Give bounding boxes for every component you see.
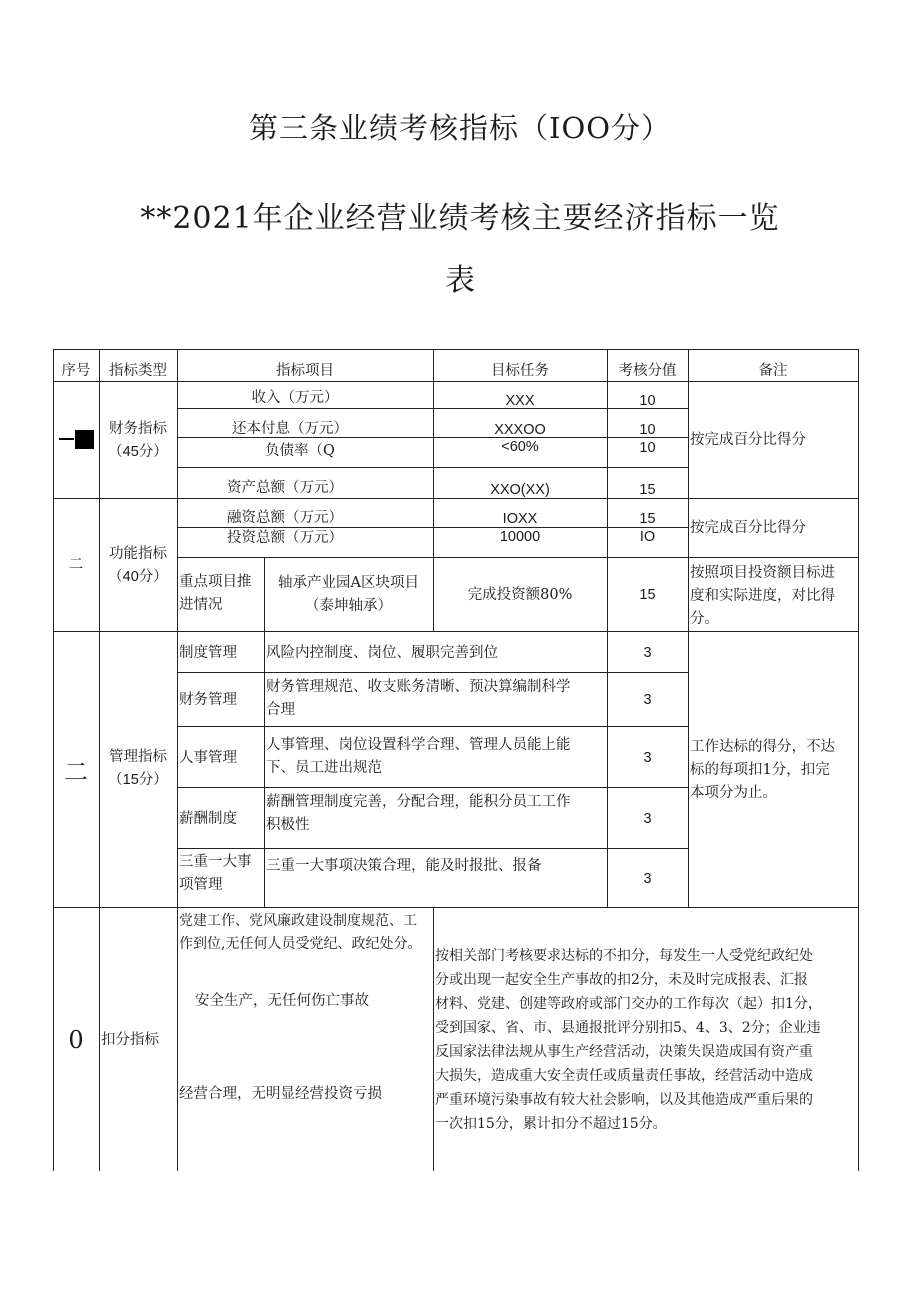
deduction-rule-line: 严重环境污染事故有较大社会影响，以及其他造成严重后果的	[435, 1092, 813, 1108]
finance-note: 按完成百分比得分	[690, 431, 806, 448]
finance-target-debt-ratio: <60%	[501, 438, 539, 455]
finance-score-debt-service: 10	[639, 421, 656, 438]
function-seq: 二	[68, 556, 84, 573]
finance-type	[99, 418, 177, 464]
deduction-rules	[433, 944, 858, 1136]
management-score-finance: 3	[643, 691, 652, 708]
finance-type-label: 财务指标	[109, 421, 167, 437]
finance-type-points: （45分）	[108, 444, 168, 460]
header-type: 指标类型	[109, 362, 167, 379]
function-project-category-line2: 进情况	[179, 597, 223, 613]
function-type-label: 功能指标	[109, 546, 167, 562]
management-desc-finance-line1: 财务管理规范、收支账务清晰、预决算编制科学	[266, 679, 571, 695]
grid-line	[858, 349, 859, 1171]
table-title-line1: **2021年企业经营业绩考核主要经济指标一览	[140, 201, 780, 236]
deduction-rule-line: 一次扣15分，累计扣分不超过15分。	[435, 1116, 667, 1132]
function-type-points: （40分）	[108, 569, 168, 585]
function-project-note-line2: 度和实际进度，对比得	[690, 588, 835, 604]
deduction-type: 扣分指标	[101, 1031, 159, 1048]
function-type	[99, 543, 177, 589]
management-desc-salary	[264, 791, 607, 839]
grid-line	[53, 907, 859, 908]
grid-line	[177, 726, 688, 727]
deduction-rule-line: 材料、党建、创建等政府或部门交办的工作每次（起）扣1分，	[435, 996, 822, 1012]
management-type-label: 管理指标	[109, 749, 167, 765]
deduction-item-operation: 经营合理，无明显经营投资亏损	[179, 1085, 382, 1102]
deduction-item-party-line2: 作到位,无任何人员受党纪、政纪处分。	[179, 936, 422, 952]
finance-score-assets: 15	[639, 481, 656, 498]
deduction-rule-line: 按相关部门考核要求达标的不扣分，每发生一人受党纪政纪处	[435, 948, 813, 964]
deduction-rule-line: 大损失，造成重大安全责任或质量责任事故，经营活动中造成	[435, 1068, 813, 1084]
deduction-rule-line: 反国家法律法规从事生产经营活动，决策失误造成国有资产重	[435, 1044, 813, 1060]
management-desc-salary-line1: 薪酬管理制度完善，分配合理，能积分员工工作	[266, 794, 571, 810]
finance-item-revenue: 收入（万元）	[251, 389, 339, 406]
management-desc-finance	[264, 676, 607, 724]
management-cat-major	[177, 851, 264, 899]
management-desc-salary-line2: 积极性	[266, 817, 310, 833]
document-title: 第三条业绩考核指标（IOO分）	[248, 111, 671, 145]
header-seq: 序号	[61, 362, 91, 379]
management-desc-major: 三重一大事项决策合理，能及时报批、报备	[266, 857, 542, 874]
header-note: 备注	[758, 362, 788, 379]
management-score-system: 3	[643, 644, 652, 661]
function-target-financing: IOXX	[502, 510, 538, 527]
finance-item-debt-ratio: 负债率（Q	[265, 442, 335, 459]
management-cat-hr: 人事管理	[179, 749, 237, 766]
header-score: 考核分值	[618, 362, 677, 379]
finance-item-debt-service: 还本付息（万元）	[232, 420, 348, 437]
management-note-line1: 工作达标的得分，不达	[690, 739, 835, 755]
function-project-note-line1: 按照项目投资额目标进	[690, 565, 835, 581]
function-project-score: 15	[639, 586, 656, 603]
management-score-hr: 3	[643, 749, 652, 766]
management-score-major: 3	[643, 870, 652, 887]
grid-line	[177, 848, 688, 849]
function-item-financing: 融资总额（万元）	[227, 509, 343, 526]
header-target: 目标任务	[491, 362, 549, 379]
function-item-investment: 投资总额（万元）	[227, 529, 343, 546]
grid-line	[53, 349, 859, 350]
finance-target-revenue: XXX	[505, 392, 535, 409]
deduction-item-party	[177, 910, 435, 958]
deduction-rule-line: 受到国家、省、市、县通报批评分别扣5、4、3、2分；企业违	[435, 1020, 821, 1036]
grid-line	[177, 557, 858, 558]
management-type-points: （15分）	[108, 772, 168, 788]
dash-icon	[59, 438, 74, 440]
function-project-category-line1: 重点项目推	[179, 574, 252, 590]
finance-target-debt-service: XXXOO	[494, 421, 546, 438]
table-title-line2: 表	[445, 263, 475, 298]
grid-line	[177, 467, 688, 468]
finance-item-assets: 资产总额（万元）	[227, 479, 343, 496]
management-desc-hr	[264, 734, 607, 782]
function-project-note	[688, 562, 858, 632]
management-cat-system: 制度管理	[179, 644, 237, 661]
finance-target-assets: XXO(XX)	[490, 481, 550, 498]
deduction-seq: 0	[68, 1025, 84, 1054]
function-score-financing: 15	[639, 510, 656, 527]
function-project-note-line3: 分。	[690, 611, 719, 627]
grid-line	[177, 672, 688, 673]
function-score-investment: IO	[639, 528, 656, 545]
function-note-top: 按完成百分比得分	[690, 519, 806, 536]
management-score-salary: 3	[643, 810, 652, 827]
deduction-item-safety: 安全生产，无任何伤亡事故	[195, 992, 369, 1009]
function-project-name	[264, 571, 433, 619]
filled-square-icon	[75, 430, 94, 449]
management-cat-salary: 薪酬制度	[179, 810, 237, 827]
management-desc-hr-line2: 下、员工进出规范	[266, 760, 382, 776]
finance-score-revenue: 10	[639, 392, 656, 409]
function-project-name-line2: （泰坤轴承）	[305, 598, 392, 614]
management-note	[688, 736, 858, 806]
function-project-category	[177, 571, 264, 619]
management-desc-hr-line1: 人事管理、岗位设置科学合理、管理人员能上能	[266, 737, 571, 753]
management-cat-major-line2: 项管理	[179, 877, 223, 893]
management-note-line2: 标的每项扣1分，扣完	[690, 762, 830, 778]
management-cat-major-line1: 三重一大事	[179, 854, 252, 870]
header-item: 指标项目	[276, 362, 334, 379]
function-project-name-line1: 轴承产业园A区块项目	[278, 575, 419, 591]
management-desc-system: 风险内控制度、岗位、履职完善到位	[266, 644, 498, 661]
management-desc-finance-line2: 合理	[266, 702, 295, 718]
finance-seq	[53, 425, 99, 453]
deduction-item-party-line1: 党建工作、党风廉政建设制度规范、工	[179, 913, 417, 929]
management-cat-finance: 财务管理	[179, 691, 237, 708]
deduction-rule-line: 分或出现一起安全生产事故的扣2分，未及时完成报表、汇报	[435, 972, 808, 988]
management-note-line3: 本项分为止。	[690, 785, 777, 801]
function-project-target: 完成投资额80%	[467, 586, 573, 603]
management-seq: 二	[64, 757, 88, 786]
management-type	[99, 746, 177, 792]
grid-line	[177, 787, 688, 788]
function-target-investment: 10000	[499, 528, 541, 545]
finance-score-debt-ratio: 10	[639, 439, 656, 456]
